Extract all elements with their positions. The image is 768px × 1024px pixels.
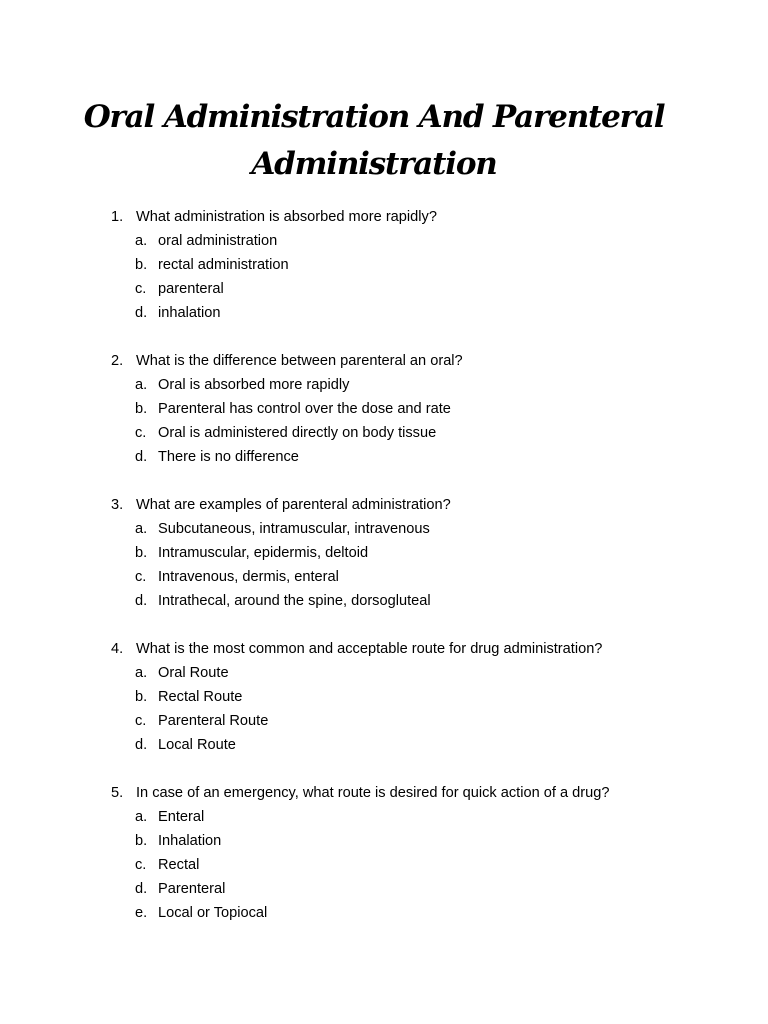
option-text: parenteral xyxy=(158,281,224,297)
question-5-line xyxy=(111,781,711,805)
answer-option xyxy=(111,733,711,757)
option-letter: c. xyxy=(135,713,147,729)
option-text: Local or Topiocal xyxy=(158,905,268,921)
option-text: Parenteral xyxy=(158,881,226,897)
option-text: Parenteral has control over the dose and rate xyxy=(158,401,451,417)
answer-option xyxy=(111,253,711,277)
question-text: What administration is absorbed more rapidly? xyxy=(136,209,437,225)
option-letter: a. xyxy=(135,809,148,825)
option-letter: a. xyxy=(135,521,148,537)
answer-option xyxy=(111,445,711,469)
option-text: rectal administration xyxy=(158,257,289,273)
option-text: Local Route xyxy=(158,737,236,753)
option-letter: d. xyxy=(135,881,148,897)
option-letter: c. xyxy=(135,857,147,873)
question-number: 1. xyxy=(111,209,124,225)
answer-option xyxy=(111,229,711,253)
option-letter: d. xyxy=(135,305,148,321)
option-letter: d. xyxy=(135,449,148,465)
question-text: In case of an emergency, what route is desired for quick action of a drug? xyxy=(136,785,610,801)
answer-option xyxy=(111,829,711,853)
option-letter: b. xyxy=(135,257,148,273)
option-letter: b. xyxy=(135,401,148,417)
answer-option xyxy=(111,517,711,541)
answer-option xyxy=(111,901,711,925)
page-title: Oral Administration And Parenteral Administration xyxy=(83,99,665,182)
option-text: There is no difference xyxy=(158,449,299,465)
option-text: Intramuscular, epidermis, deltoid xyxy=(158,545,369,561)
option-text: Subcutaneous, intramuscular, intravenous xyxy=(158,521,430,537)
option-letter: b. xyxy=(135,689,148,705)
answer-option xyxy=(111,853,711,877)
question-number: 4. xyxy=(111,641,124,657)
answer-option xyxy=(111,373,711,397)
option-text: Rectal Route xyxy=(158,689,243,705)
answer-option xyxy=(111,397,711,421)
question-2-line xyxy=(111,349,711,373)
option-text: Oral is absorbed more rapidly xyxy=(158,377,350,393)
option-letter: c. xyxy=(135,425,147,441)
question-number: 3. xyxy=(111,497,124,513)
option-letter: d. xyxy=(135,593,148,609)
answer-option xyxy=(111,709,711,733)
option-letter: d. xyxy=(135,737,148,753)
question-text: What is the difference between parenteral an oral? xyxy=(136,353,463,369)
option-text: Intravenous, dermis, enteral xyxy=(158,569,339,585)
option-text: Parenteral Route xyxy=(158,713,269,729)
answer-option xyxy=(111,277,711,301)
option-letter: e. xyxy=(135,905,148,921)
question-1-line xyxy=(111,205,711,229)
answer-option xyxy=(111,589,711,613)
question-3-line xyxy=(111,493,711,517)
option-text: Oral is administered directly on body tissue xyxy=(158,425,437,441)
answer-option xyxy=(111,421,711,445)
option-text: Enteral xyxy=(158,809,205,825)
answer-option xyxy=(111,805,711,829)
answer-option xyxy=(111,565,711,589)
question-number: 2. xyxy=(111,353,124,369)
question-number: 5. xyxy=(111,785,124,801)
question-4 xyxy=(111,637,711,757)
answer-option xyxy=(111,661,711,685)
option-letter: b. xyxy=(135,545,148,561)
answer-option xyxy=(111,301,711,325)
question-5 xyxy=(111,781,711,925)
question-text: What are examples of parenteral administration? xyxy=(136,497,451,513)
option-letter: c. xyxy=(135,569,147,585)
option-text: Rectal xyxy=(158,857,200,873)
option-letter: b. xyxy=(135,833,148,849)
question-2 xyxy=(111,349,711,469)
question-3 xyxy=(111,493,711,613)
option-letter: a. xyxy=(135,377,148,393)
answer-option xyxy=(111,685,711,709)
option-text: Inhalation xyxy=(158,833,222,849)
question-4-line xyxy=(111,637,711,661)
option-letter: c. xyxy=(135,281,147,297)
option-letter: a. xyxy=(135,665,148,681)
question-1 xyxy=(111,205,711,325)
option-text: oral administration xyxy=(158,233,278,249)
answer-option xyxy=(111,541,711,565)
question-list xyxy=(111,205,711,949)
question-text: What is the most common and acceptable route for drug administration? xyxy=(136,641,603,657)
option-text: Intrathecal, around the spine, dorsogluteal xyxy=(158,593,431,609)
option-text: Oral Route xyxy=(158,665,229,681)
answer-option xyxy=(111,877,711,901)
option-letter: a. xyxy=(135,233,148,249)
option-text: inhalation xyxy=(158,305,221,321)
